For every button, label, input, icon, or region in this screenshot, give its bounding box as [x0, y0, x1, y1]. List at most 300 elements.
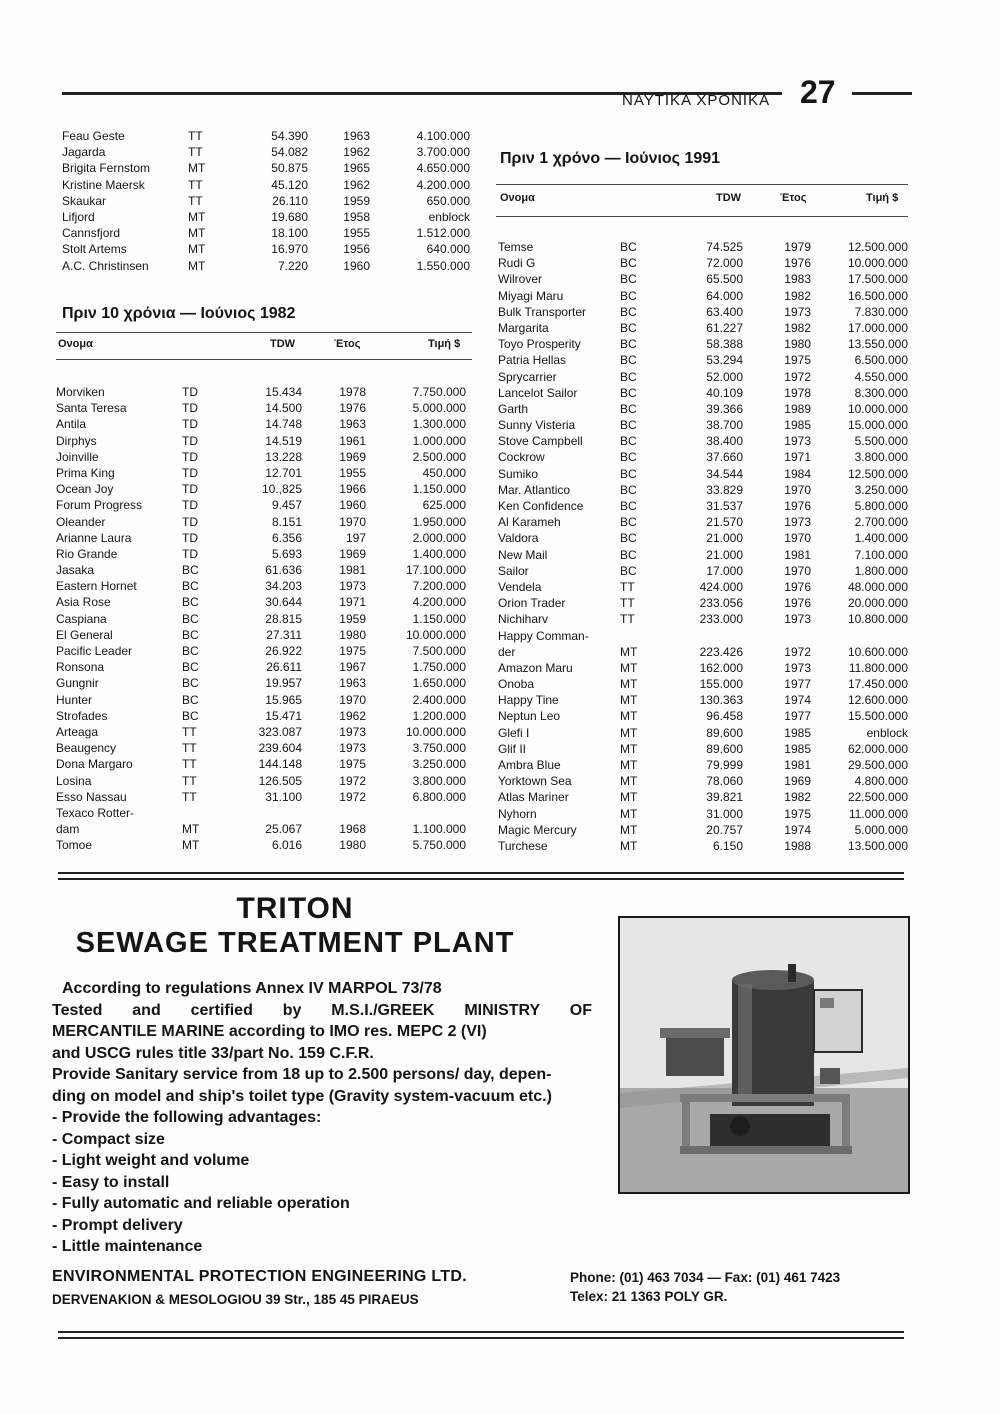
table-row: [498, 369, 910, 385]
table-row: [498, 822, 910, 838]
table-row: [56, 692, 466, 708]
cell-price: 10.000.000: [847, 256, 908, 271]
ad-line: - Easy to install: [52, 1173, 170, 1191]
cell-year: 1981: [784, 758, 811, 772]
table-row: [498, 498, 910, 514]
cell-tdw: 6.016: [271, 838, 302, 853]
cell-tdw: 10.,825: [261, 482, 302, 497]
cell-year: 1975: [339, 757, 366, 772]
table-row: [56, 465, 466, 481]
cell-name: Ken Confidence: [498, 499, 584, 513]
cell-price: 3.250.000: [412, 757, 466, 772]
cell-price: 450.000: [422, 465, 466, 480]
cell-name: Al Karameh: [498, 515, 561, 530]
cell-type: MT: [188, 226, 206, 241]
cell-type: BC: [182, 692, 199, 707]
cell-type: BC: [620, 563, 637, 578]
cell-tdw: 53.294: [706, 353, 743, 368]
cell-type: MT: [620, 806, 638, 821]
table-row: [498, 547, 910, 563]
cell-tdw: 72.000: [706, 256, 743, 271]
cell-price: 1.300.000: [412, 417, 466, 432]
table-1982-header-tdw: TDW: [270, 338, 296, 350]
cell-tdw: 37.660: [706, 450, 743, 465]
cell-tdw: 155.000: [699, 677, 743, 692]
section-title-1991: Πριν 1 χρόνο — Ιούνιος 1991: [500, 150, 721, 167]
cell-type: MT: [182, 822, 200, 837]
cell-type: MT: [620, 644, 638, 659]
cell-price: 7.100.000: [854, 547, 908, 562]
cell-name: Arianne Laura: [56, 530, 132, 545]
table-row: [498, 725, 910, 741]
cell-name: Sunny Visteria: [498, 418, 576, 433]
cell-tdw: 144.148: [258, 757, 302, 772]
cell-name: der: [498, 644, 516, 659]
cell-tdw: 89.600: [706, 741, 743, 756]
cell-type: BC: [182, 595, 199, 610]
cell-tdw: 233.056: [699, 596, 743, 611]
cell-name: Nyhorn: [498, 806, 537, 821]
cell-tdw: 9.457: [271, 498, 302, 513]
table-1991-top-rule: [496, 184, 908, 185]
cell-name: Rio Grande: [56, 546, 118, 561]
cell-type: BC: [182, 579, 199, 594]
cell-tdw: 14.748: [265, 417, 302, 432]
cell-name: Jagarda: [62, 145, 106, 160]
cell-year: 1976: [339, 401, 366, 416]
cell-name: Margarita: [498, 320, 549, 335]
table-row: [498, 595, 910, 611]
cell-year: 1962: [343, 145, 370, 160]
cell-year: 1984: [784, 466, 811, 481]
cell-price: 10.000.000: [405, 724, 466, 739]
cell-name: Joinville: [56, 449, 99, 464]
cell-year: 1965: [343, 161, 370, 176]
cell-tdw: 17.000: [706, 563, 743, 578]
cell-year: 1966: [339, 482, 366, 497]
cell-type: TT: [182, 741, 197, 756]
cell-price: 16.500.000: [847, 288, 908, 303]
cell-price: 29.500.000: [847, 758, 908, 772]
cell-type: MT: [620, 790, 638, 805]
cell-price: 12.500.000: [847, 466, 908, 481]
cell-year: 1963: [343, 129, 370, 143]
cell-year: 1962: [343, 177, 370, 192]
cell-tdw: 233.000: [699, 612, 743, 627]
cell-price: 4.550.000: [854, 369, 908, 384]
cell-name: Feau Geste: [62, 129, 125, 143]
cell-type: MT: [188, 209, 206, 224]
cell-type: BC: [182, 611, 199, 626]
cell-year: 1975: [784, 806, 811, 821]
cell-name: A.C. Christinsen: [62, 258, 149, 273]
cell-year: 1973: [784, 434, 811, 449]
cell-name: New Mail: [498, 547, 548, 562]
cell-name: Happy Tine: [498, 693, 559, 708]
cell-name: Forum Progress: [56, 498, 143, 513]
table-row: [498, 660, 910, 676]
table-row: [498, 530, 910, 546]
page-bottom-double-rule: [58, 1331, 904, 1339]
cell-type: MT: [620, 677, 638, 692]
cell-name: Asia Rose: [56, 595, 111, 610]
cell-price: 1.550.000: [416, 258, 470, 273]
cell-name: Happy Comman-: [498, 628, 589, 643]
cell-year: 1969: [784, 774, 811, 789]
cell-price: 2.000.000: [412, 530, 466, 545]
cell-tdw: 7.220: [277, 258, 308, 273]
table-row: [498, 417, 910, 433]
cell-year: 1972: [784, 369, 811, 384]
table-row: [56, 562, 466, 578]
cell-tdw: 40.109: [706, 385, 743, 400]
cell-name: Caspiana: [56, 611, 107, 626]
cell-name: Valdora: [498, 531, 539, 546]
cell-type: MT: [620, 709, 638, 724]
cell-name: Patria Hellas: [498, 353, 567, 368]
table-row: [498, 320, 910, 336]
cell-name: Esso Nassau: [56, 789, 127, 804]
cell-tdw: 61.227: [706, 320, 743, 335]
ad-title: TRITON: [236, 892, 354, 925]
cell-tdw: 38.400: [706, 434, 743, 449]
cell-price: 1.800.000: [854, 563, 908, 578]
cell-tdw: 130.363: [699, 693, 743, 708]
cell-type: TT: [620, 612, 635, 627]
cell-tdw: 64.000: [706, 288, 743, 303]
cell-name: Bulk Transporter: [498, 304, 587, 319]
table-row: [498, 449, 910, 465]
cell-year: 1972: [339, 789, 366, 804]
cell-name: Hunter: [56, 692, 93, 707]
table-row: [56, 740, 466, 756]
table-row: [56, 789, 466, 805]
cell-tdw: 14.500: [265, 401, 302, 416]
cell-price: 1.150.000: [412, 611, 466, 626]
cell-tdw: 12.701: [265, 465, 302, 480]
cell-name: Sailor: [498, 563, 529, 578]
cell-type: TD: [182, 465, 198, 480]
cell-year: 1980: [784, 337, 811, 352]
cell-name: Neptun Leo: [498, 709, 561, 724]
table-1991-header-rule: [496, 216, 908, 217]
cell-name: Glif II: [498, 741, 527, 756]
cell-year: 1985: [784, 741, 811, 756]
ad-line: and USCG rules title 33/part No. 159 C.F.R.: [52, 1044, 374, 1062]
table-row: [498, 385, 910, 401]
cell-type: TD: [182, 530, 198, 545]
cell-tdw: 21.570: [706, 515, 743, 530]
cell-type: BC: [620, 418, 637, 433]
cell-price: 11.000.000: [848, 806, 908, 821]
table-row: [498, 271, 910, 287]
cell-type: MT: [620, 774, 638, 789]
cell-year: 1979: [784, 240, 811, 254]
table-row: [56, 708, 466, 724]
table-row: [56, 546, 466, 562]
table-row: [498, 708, 910, 724]
cell-tdw: 30.644: [265, 595, 302, 610]
cell-year: 1960: [339, 498, 366, 513]
cell-price: 1.650.000: [412, 676, 466, 691]
cell-tdw: 63.400: [706, 304, 743, 319]
ship-table-1982: [56, 384, 466, 853]
cell-tdw: 19.680: [271, 209, 308, 224]
table-1991-header-tdw: TDW: [716, 192, 742, 204]
cell-type: BC: [182, 676, 199, 691]
ad-body-text: [52, 978, 592, 1258]
cell-type: TD: [182, 385, 198, 399]
table-row: [498, 304, 910, 320]
company-name: ENVIRONMENTAL PROTECTION ENGINEERING LTD.: [52, 1268, 467, 1285]
table-row: [498, 433, 910, 449]
ad-line: According to regulations Annex IV MARPOL 73/78: [62, 980, 442, 997]
cell-type: TD: [182, 482, 198, 497]
table-row: [498, 563, 910, 579]
cell-tdw: 239.604: [258, 741, 302, 756]
cell-tdw: 26.922: [265, 644, 302, 658]
cell-type: TD: [182, 417, 198, 432]
table-row: [56, 611, 466, 627]
cell-name: Temse: [498, 240, 534, 254]
cell-price: 2.700.000: [854, 515, 908, 530]
table-row: [62, 209, 472, 225]
cell-tdw: 45.120: [271, 177, 308, 192]
table-row: [62, 225, 472, 241]
table-row: [56, 400, 466, 416]
table-row: [498, 514, 910, 530]
cell-name: Lancelot Sailor: [498, 385, 578, 400]
cell-year: 1959: [339, 611, 366, 626]
table-1982-header-price: Τιμή $: [428, 338, 461, 350]
sewage-plant-photo: [618, 916, 910, 1194]
cell-year: 1977: [784, 677, 811, 692]
cell-price: 17.000.000: [847, 320, 908, 335]
cell-type: BC: [620, 337, 637, 352]
table-row: [56, 821, 466, 837]
cell-name: Ambra Blue: [498, 758, 561, 772]
cell-type: TT: [188, 129, 203, 143]
table-row: [56, 643, 466, 659]
cell-tdw: 162.000: [699, 660, 743, 675]
cell-year: 1958: [343, 209, 370, 224]
cell-price: 2.500.000: [412, 449, 466, 464]
table-row: [498, 741, 910, 757]
cell-year: 1976: [784, 596, 811, 611]
ad-line: - Little maintenance: [52, 1238, 203, 1255]
ad-top-double-rule: [58, 872, 904, 880]
table-row: [498, 482, 910, 498]
table-1982-header-rule: [56, 359, 472, 360]
ad-line: - Compact size: [52, 1130, 165, 1148]
cell-name: Stove Campbell: [498, 434, 583, 449]
table-1982-header-name: Ονομα: [58, 338, 93, 350]
table-row: [56, 416, 466, 432]
table-row: [498, 255, 910, 271]
cell-price: 2.400.000: [412, 692, 466, 707]
table-row: [498, 628, 910, 644]
table-row: [62, 258, 472, 274]
cell-tdw: 6.150: [712, 838, 743, 853]
cell-name: Miyagi Maru: [498, 288, 564, 303]
cell-price: 10.800.000: [847, 612, 908, 627]
cell-type: BC: [182, 627, 199, 642]
cell-tdw: 15.965: [265, 692, 302, 707]
cell-year: 1977: [784, 709, 811, 724]
cell-year: 1980: [339, 838, 366, 853]
cell-type: BC: [620, 320, 637, 335]
cell-year: 1975: [339, 644, 366, 658]
cell-tdw: 8.151: [271, 514, 302, 529]
cell-tdw: 31.000: [706, 806, 743, 821]
cell-price: 10.600.000: [847, 644, 908, 659]
cell-tdw: 96.458: [706, 709, 743, 724]
cell-price: 3.250.000: [854, 482, 908, 497]
cell-name: Magic Mercury: [498, 822, 577, 837]
cell-year: 1985: [784, 725, 811, 740]
cell-type: BC: [620, 515, 637, 530]
table-row: [498, 806, 910, 822]
cell-price: 5.800.000: [854, 499, 908, 513]
cell-tdw: 6.356: [271, 530, 302, 545]
table-row: [56, 530, 466, 546]
header-rule-right: [852, 92, 912, 95]
cell-tdw: 25.067: [265, 822, 302, 837]
cell-price: 7.830.000: [854, 304, 908, 319]
cell-type: MT: [620, 838, 638, 853]
cell-tdw: 65.500: [706, 272, 743, 287]
cell-year: 1967: [339, 660, 366, 675]
cell-year: 1955: [343, 226, 370, 241]
cell-name: Beaugency: [56, 741, 117, 756]
cell-type: MT: [188, 242, 206, 257]
cell-price: 1.750.000: [412, 660, 466, 675]
cell-year: 1982: [784, 288, 811, 303]
magazine-title: ΝΑΥΤΙΚΑ ΧΡΟΝΙΚΑ: [622, 92, 771, 109]
cell-year: 1978: [784, 385, 811, 400]
table-1982-header-year: Έτος: [334, 338, 361, 350]
cell-price: 15.500.000: [847, 709, 908, 724]
cell-year: 1970: [784, 531, 811, 546]
cell-year: 1982: [784, 320, 811, 335]
cell-type: TD: [182, 498, 198, 513]
table-row: [498, 838, 910, 854]
cell-name: Toyo Prosperity: [498, 337, 581, 352]
table-row: [498, 644, 910, 660]
cell-price: 4.200.000: [416, 177, 470, 192]
cell-year: 1972: [784, 644, 811, 659]
cell-type: BC: [620, 434, 637, 449]
cell-price: 17.500.000: [847, 272, 908, 287]
cell-price: 12.600.000: [847, 693, 908, 708]
cell-price: 7.500.000: [412, 644, 466, 658]
cell-year: 1971: [784, 450, 811, 465]
cell-tdw: 5.693: [271, 546, 302, 561]
cell-name: Nichiharv: [498, 612, 549, 627]
cell-name: Amazon Maru: [498, 660, 573, 675]
table-row: [498, 789, 910, 805]
cell-type: MT: [620, 660, 638, 675]
cell-type: BC: [620, 401, 637, 416]
company-address: DERVENAKION & MESOLOGIOU 39 Str., 185 45 PIRAEUS: [52, 1292, 419, 1307]
cell-name: Ronsona: [56, 660, 105, 675]
cell-name: Pacific Leader: [56, 644, 133, 658]
table-row: [498, 239, 910, 255]
cell-name: Vendela: [498, 579, 542, 594]
cell-tdw: 89.600: [706, 725, 743, 740]
cell-type: MT: [620, 725, 638, 740]
cell-year: 1982: [784, 790, 811, 805]
cell-year: 1970: [339, 692, 366, 707]
table-row: [56, 805, 466, 821]
cell-type: BC: [620, 353, 637, 368]
cell-price: 20.000.000: [847, 596, 908, 611]
cell-type: TT: [182, 724, 197, 739]
cell-tdw: 39.821: [706, 790, 743, 805]
cell-year: 1976: [784, 499, 811, 513]
cell-name: dam: [56, 822, 80, 837]
cell-year: 1969: [339, 546, 366, 561]
table-row: [62, 144, 472, 160]
cell-tdw: 79.999: [706, 758, 743, 772]
cell-tdw: 15.434: [265, 385, 302, 399]
cell-type: BC: [620, 304, 637, 319]
cell-price: 6.800.000: [412, 789, 466, 804]
cell-tdw: 74.525: [706, 240, 743, 254]
cell-name: Onoba: [498, 677, 535, 692]
cell-year: 1973: [339, 579, 366, 594]
cell-tdw: 78.060: [706, 774, 743, 789]
cell-price: 4.800.000: [854, 774, 908, 789]
cell-name: Santa Teresa: [56, 401, 127, 416]
cell-year: 1973: [339, 724, 366, 739]
cell-name: Lifjord: [62, 209, 95, 224]
table-1982-top-rule: [56, 332, 472, 333]
cell-name: Rudi G: [498, 256, 536, 271]
cell-name: Ocean Joy: [56, 482, 114, 497]
cell-name: Gungnir: [56, 676, 99, 691]
table-row: [62, 177, 472, 193]
cell-year: 1963: [339, 676, 366, 691]
cell-year: 1983: [784, 272, 811, 287]
cell-tdw: 58.388: [706, 337, 743, 352]
cell-price: 11.800.000: [848, 660, 908, 675]
ad-line: - Prompt delivery: [52, 1216, 183, 1234]
cell-year: 1963: [339, 417, 366, 432]
cell-type: BC: [620, 466, 637, 481]
cell-name: Sprycarrier: [498, 369, 557, 384]
cell-tdw: 20.757: [706, 822, 743, 837]
table-row: [498, 611, 910, 627]
cell-year: 1985: [784, 418, 811, 433]
cell-year: 1961: [339, 433, 366, 448]
cell-price: 1.100.000: [412, 822, 466, 837]
cell-price: 62.000.000: [847, 741, 908, 756]
cell-type: MT: [182, 838, 200, 853]
cell-price: 5.000.000: [412, 401, 466, 416]
cell-tdw: 323.087: [258, 724, 302, 739]
cell-year: 1969: [339, 449, 366, 464]
cell-name: Cannsfjord: [62, 226, 121, 241]
sewage-plant-illustration: [620, 918, 908, 1192]
cell-price: 22.500.000: [847, 790, 908, 805]
cell-year: 1975: [784, 353, 811, 368]
table-row: [56, 514, 466, 530]
cell-name: El General: [56, 627, 113, 642]
cell-year: 1981: [339, 563, 366, 578]
cell-year: 1968: [339, 822, 366, 837]
cell-name: Tomoe: [56, 838, 93, 853]
